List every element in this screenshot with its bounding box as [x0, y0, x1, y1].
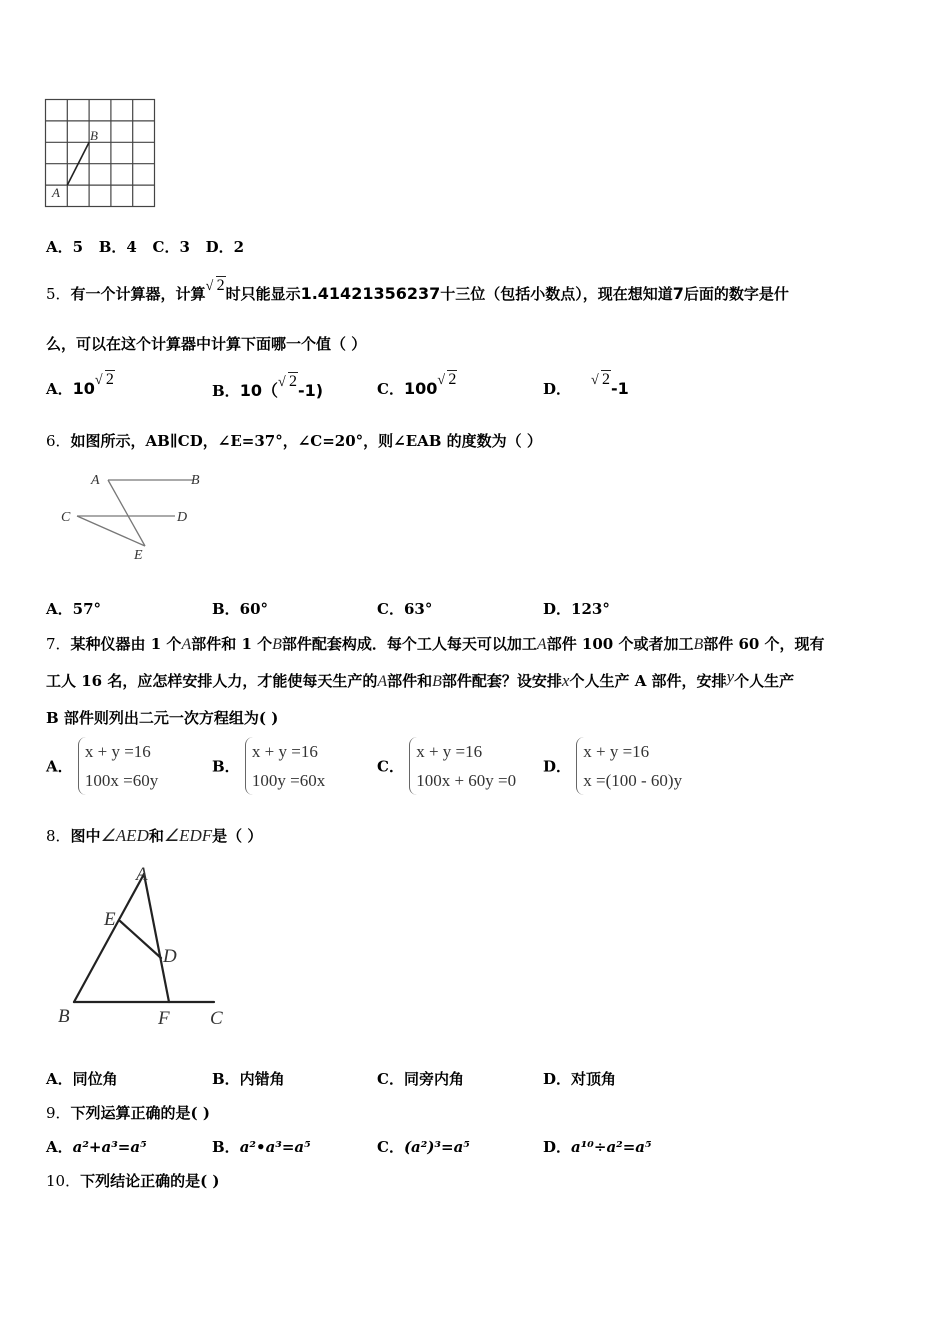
q9-option-b[interactable]: B．a²•a³=a⁵ [212, 1138, 311, 1156]
point-d-label: D [177, 510, 188, 525]
q5-option-c[interactable]: C．100 √ 2 [377, 371, 457, 398]
point-e-label: E [104, 909, 116, 930]
q5-option-d[interactable]: D． √ 2-1 [543, 371, 629, 398]
q8-option-a[interactable]: A．同位角 [46, 1070, 118, 1088]
point-b-label: B [191, 473, 200, 488]
q5-stem-line2: 么，可以在这个计算器中计算下面哪一个值（ ） [46, 335, 367, 353]
point-b-label: B [90, 128, 98, 143]
q6-stem: 6．如图所示，AB∥CD，∠E=37°，∠C=20°，则∠EAB 的度数为（ ） [46, 432, 542, 450]
q5-option-a[interactable]: A．10 √ 2 [46, 371, 114, 398]
q5-option-b[interactable]: B．10（ √ 2-1) [212, 373, 324, 400]
q8-option-b[interactable]: B．内错角 [212, 1070, 285, 1088]
q9-option-a[interactable]: A．a²+a³=a⁵ [46, 1138, 147, 1156]
q8-stem: 8．图中∠AED和∠EDF是（ ） [46, 826, 263, 845]
q4-option-a[interactable]: A．5 [46, 238, 84, 256]
point-c-label: C [210, 1008, 223, 1029]
q9-option-d[interactable]: D．a¹⁰÷a²=a⁵ [543, 1138, 652, 1156]
q8-triangle-figure [52, 862, 242, 1032]
q6-figure [55, 468, 215, 568]
point-e-label: E [134, 548, 143, 563]
q8-option-d[interactable]: D．对顶角 [543, 1070, 617, 1088]
q10-stem: 10．下列结论正确的是( ) [46, 1172, 220, 1190]
q4-options [46, 236, 244, 257]
q9-stem: 9．下列运算正确的是( ) [46, 1104, 210, 1122]
point-c-label: C [61, 510, 71, 525]
point-b-label: B [58, 1006, 70, 1027]
q6-option-a[interactable]: A．57° [46, 600, 102, 618]
q7-stem-line2: 工人 16 名，应怎样安排人力，才能使每天生产的A部件和B部件配套？设安排x个人生产 A 部件，安排y个人生产 [46, 667, 795, 690]
q9-option-c[interactable]: C．(a²)³=a⁵ [377, 1138, 470, 1156]
sqrt-2-symbol: √ 2 [205, 277, 225, 294]
q6-option-c[interactable]: C．63° [377, 600, 433, 618]
q5-stem-line1: 5．有一个计算器，计算 √ 2时只能显示1.41421356237十三位（包括小数点），现在想知道7后面的数字是什 [46, 277, 789, 303]
point-d-label: D [163, 946, 177, 967]
q7-option-b[interactable]: B． x + y =16 100y =60x [212, 737, 325, 795]
point-a-label: A [136, 864, 148, 885]
q4-grid-figure [44, 98, 158, 210]
point-a-label: A [52, 185, 60, 200]
q4-option-d[interactable]: D．2 [205, 238, 245, 256]
q8-option-c[interactable]: C．同旁内角 [377, 1070, 464, 1088]
point-a-label: A [91, 473, 100, 488]
q7-option-c[interactable]: C． x + y =16 100x + 60y =0 [377, 737, 516, 795]
q6-option-b[interactable]: B．60° [212, 600, 269, 618]
q6-option-d[interactable]: D．123° [543, 600, 610, 618]
q7-stem-line1: 7．某种仪器由 1 个A部件和 1 个B部件配套构成．每个工人每天可以加工A部件 100 个或者加工B部件 60 个，现有 [46, 635, 825, 653]
q7-option-a[interactable]: A． x + y =16 100x =60y [46, 737, 158, 795]
q4-option-b[interactable]: B．4 [98, 238, 137, 256]
q7-stem-line3: B 部件则列出二元一次方程组为( ) [46, 709, 279, 727]
q7-option-d[interactable]: D． x + y =16 x =(100 - 60)y [543, 737, 682, 795]
point-f-label: F [158, 1008, 170, 1029]
q4-option-c[interactable]: C．3 [152, 238, 190, 256]
